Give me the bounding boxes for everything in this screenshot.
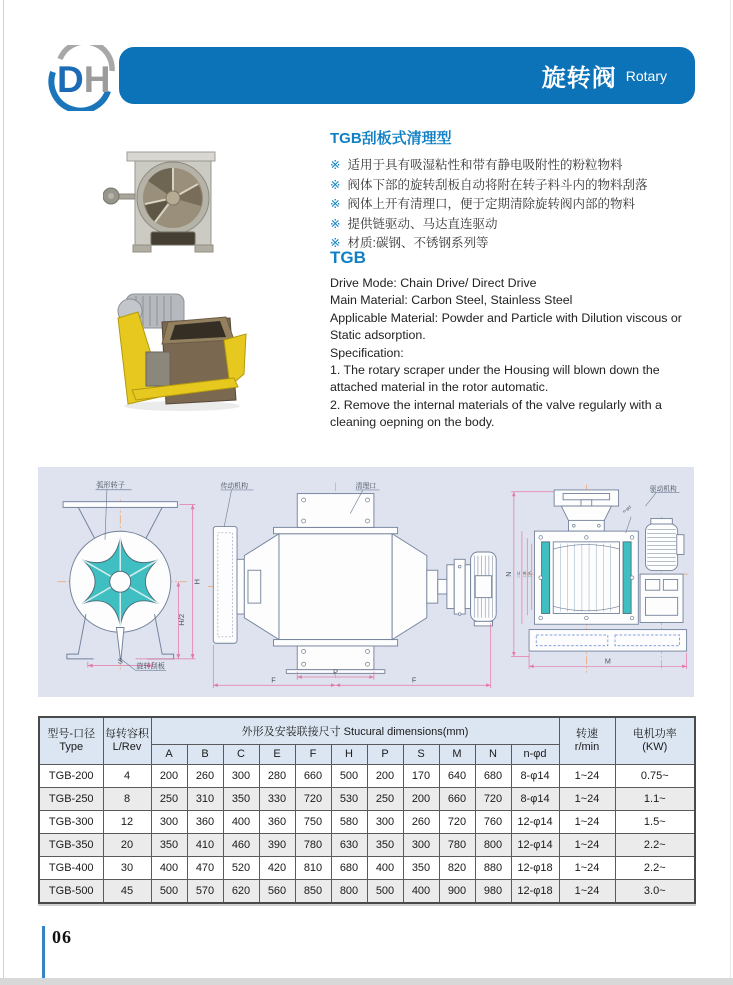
value-cell: 980 — [475, 879, 511, 903]
value-cell: 350 — [151, 833, 187, 856]
dim-label-m: M — [604, 657, 611, 666]
value-cell: 360 — [187, 810, 223, 833]
value-cell: 520 — [223, 856, 259, 879]
value-cell: 560 — [259, 879, 295, 903]
table-row — [39, 833, 695, 856]
value-cell: 1~24 — [559, 856, 615, 879]
banner-title-zh: 旋转阀 — [541, 65, 617, 92]
value-cell: 880 — [475, 856, 511, 879]
value-cell: 680 — [331, 856, 367, 879]
value-cell: 470 — [187, 856, 223, 879]
spec-text — [330, 275, 710, 432]
spec-title: TGB — [330, 248, 366, 267]
model-cell: TGB-250 — [39, 787, 103, 810]
dim-label-b: □B — [521, 571, 527, 577]
callout-rotor: 弧形转子 — [96, 481, 125, 490]
value-cell: 570 — [187, 879, 223, 903]
value-cell: 350 — [403, 856, 439, 879]
value-cell: 300 — [367, 810, 403, 833]
side-view-drawing — [206, 479, 498, 689]
value-cell: 400 — [403, 879, 439, 903]
page-edge-left — [3, 0, 4, 978]
value-cell: 170 — [403, 764, 439, 787]
feature-item — [330, 156, 706, 176]
feature-list — [330, 156, 706, 254]
value-cell: 500 — [151, 879, 187, 903]
value-cell: 1~24 — [559, 810, 615, 833]
value-cell: 0.75~ — [615, 764, 695, 787]
value-cell: 12-φ18 — [511, 856, 559, 879]
product-photo-bottom — [112, 288, 248, 412]
table-row — [39, 810, 695, 833]
feature-text: 阀体上开有清理口，便于定期清除旋转阀内部的物料 — [347, 197, 635, 211]
technical-drawing-panel — [38, 467, 694, 697]
col-header-speed: 转速 r/min — [559, 717, 615, 764]
value-cell: 12 — [103, 810, 151, 833]
value-cell: 1.1~ — [615, 787, 695, 810]
table-row — [39, 787, 695, 810]
value-cell: 45 — [103, 879, 151, 903]
value-cell: 200 — [367, 764, 403, 787]
model-cell: TGB-300 — [39, 810, 103, 833]
value-cell: 810 — [295, 856, 331, 879]
dim-label-h2: H/2 — [177, 613, 187, 626]
value-cell: 640 — [439, 764, 475, 787]
value-cell: 4 — [103, 764, 151, 787]
value-cell: 300 — [223, 764, 259, 787]
value-cell: 760 — [475, 810, 511, 833]
dim-col-header: P — [367, 744, 403, 764]
value-cell: 680 — [475, 764, 511, 787]
model-cell: TGB-400 — [39, 856, 103, 879]
value-cell: 780 — [439, 833, 475, 856]
value-cell: 300 — [403, 833, 439, 856]
callout-scraper: 旋转刮板 — [136, 662, 165, 671]
value-cell: 1~24 — [559, 879, 615, 903]
value-cell: 280 — [259, 764, 295, 787]
page-edge-bottom — [0, 978, 733, 985]
table-row — [39, 856, 695, 879]
value-cell: 330 — [259, 787, 295, 810]
value-cell: 260 — [187, 764, 223, 787]
intro-section — [330, 127, 706, 254]
value-cell: 420 — [259, 856, 295, 879]
value-cell: 1~24 — [559, 764, 615, 787]
bullet-marker: ※ — [330, 236, 341, 250]
value-cell: 8 — [103, 787, 151, 810]
dim-col-header: E — [259, 744, 295, 764]
value-cell: 750 — [295, 810, 331, 833]
value-cell: 780 — [295, 833, 331, 856]
value-cell: 850 — [295, 879, 331, 903]
dim-label-f-left: F — [271, 675, 276, 685]
spec-line: 1. The rotary scraper under the Housing will blown down the attached material in the rotor automatic. — [330, 363, 660, 395]
dim-col-header: C — [223, 744, 259, 764]
value-cell: 620 — [223, 879, 259, 903]
value-cell: 660 — [295, 764, 331, 787]
svg-text:DH: DH — [57, 59, 111, 100]
feature-text: 适用于具有吸湿粘性和带有静电吸附性的粉粒物料 — [347, 158, 623, 172]
value-cell: 500 — [367, 879, 403, 903]
product-photo-top — [103, 146, 225, 258]
col-header-volume: 每转容积 L/Rev — [103, 717, 151, 764]
value-cell: 800 — [331, 879, 367, 903]
value-cell: 500 — [331, 764, 367, 787]
value-cell: 3.0~ — [615, 879, 695, 903]
dim-col-header: A — [151, 744, 187, 764]
callout-drive-mechanism: 传动机构 — [220, 483, 248, 491]
value-cell: 2.2~ — [615, 856, 695, 879]
dim-label-s: S — [117, 656, 123, 666]
bullet-marker: ※ — [330, 216, 341, 231]
page-edge-right — [730, 0, 731, 978]
table-body — [39, 764, 695, 903]
page-number-bar — [42, 926, 45, 978]
value-cell: 350 — [223, 787, 259, 810]
section-banner — [119, 47, 695, 104]
table-row — [39, 764, 695, 787]
dim-label-bolt: n-φd — [621, 504, 632, 515]
value-cell: 630 — [331, 833, 367, 856]
value-cell: 12-φ14 — [511, 833, 559, 856]
value-cell: 250 — [367, 787, 403, 810]
value-cell: 720 — [439, 810, 475, 833]
model-cell: TGB-350 — [39, 833, 103, 856]
value-cell: 2.2~ — [615, 833, 695, 856]
dim-label-n: N — [505, 571, 514, 577]
dim-col-header: B — [187, 744, 223, 764]
value-cell: 350 — [367, 833, 403, 856]
feature-item — [330, 176, 706, 196]
value-cell: 300 — [151, 810, 187, 833]
banner-title-en: Rotary — [625, 67, 667, 84]
value-cell: 12-φ18 — [511, 879, 559, 903]
model-cell: TGB-200 — [39, 764, 103, 787]
col-header-dimensions-group: 外形及安装联接尺寸 Stucural dimensions(mm) — [151, 717, 559, 744]
value-cell: 1~24 — [559, 787, 615, 810]
spec-section — [330, 248, 710, 432]
value-cell: 400 — [151, 856, 187, 879]
feature-item — [330, 195, 706, 215]
table-row — [39, 879, 695, 903]
spec-line: Specification: — [330, 345, 404, 360]
value-cell: 8-φ14 — [511, 764, 559, 787]
dim-label-f-right: F — [411, 675, 417, 685]
spec-line: Applicable Material: Powder and Particle with Dilution viscous or Static adsorption. — [330, 310, 682, 343]
feature-item — [330, 215, 706, 235]
value-cell: 250 — [151, 787, 187, 810]
col-header-model: 型号-口径 Type — [39, 717, 103, 764]
bullet-marker: ※ — [330, 177, 341, 192]
value-cell: 1~24 — [559, 833, 615, 856]
dimension-table — [38, 716, 696, 904]
col-header-power: 电机功率 (KW) — [615, 717, 695, 764]
dim-col-header: N — [475, 744, 511, 764]
value-cell: 530 — [331, 787, 367, 810]
value-cell: 720 — [295, 787, 331, 810]
bullet-marker: ※ — [330, 197, 341, 211]
value-cell: 460 — [223, 833, 259, 856]
dh-logo — [46, 45, 120, 111]
dim-col-header: n-φd — [511, 744, 559, 764]
value-cell: 820 — [439, 856, 475, 879]
callout-cleaning-opening: 清理口 — [355, 483, 377, 491]
value-cell: 410 — [187, 833, 223, 856]
dim-label-c: □C — [516, 571, 522, 578]
bullet-marker: ※ — [330, 158, 341, 172]
value-cell: 12-φ14 — [511, 810, 559, 833]
rear-view-drawing — [504, 481, 692, 680]
value-cell: 360 — [259, 810, 295, 833]
value-cell: 260 — [403, 810, 439, 833]
intro-title: TGB刮板式清理型 — [330, 130, 452, 147]
value-cell: 200 — [151, 764, 187, 787]
value-cell: 580 — [331, 810, 367, 833]
spec-line: Main Material: Carbon Steel, Stainless Steel — [330, 293, 573, 308]
value-cell: 390 — [259, 833, 295, 856]
dim-col-header: S — [403, 744, 439, 764]
model-cell: TGB-500 — [39, 879, 103, 903]
value-cell: 310 — [187, 787, 223, 810]
feature-text: 阀体下部的旋转刮板自动将附在转子料斗内的物料刮落 — [347, 177, 648, 192]
value-cell: 8-φ14 — [511, 787, 559, 810]
dim-label-h: H — [192, 578, 202, 585]
front-view-drawing — [44, 475, 206, 679]
feature-text: 材质:碳钢、不锈钢系列等 — [347, 236, 489, 250]
value-cell: 200 — [403, 787, 439, 810]
value-cell: 1.5~ — [615, 810, 695, 833]
page-number: 06 — [52, 927, 72, 947]
callout-drive-unit: 驱动机构 — [649, 485, 677, 493]
dim-col-header: F — [295, 744, 331, 764]
dim-label-p: P — [333, 667, 339, 677]
dim-col-header: H — [331, 744, 367, 764]
value-cell: 900 — [439, 879, 475, 903]
spec-line: Drive Mode: Chain Drive/ Direct Drive — [330, 276, 537, 290]
feature-text: 提供链驱动、马达直连驱动 — [347, 216, 498, 231]
value-cell: 400 — [223, 810, 259, 833]
value-cell: 800 — [475, 833, 511, 856]
value-cell: 30 — [103, 856, 151, 879]
value-cell: 20 — [103, 833, 151, 856]
spec-line: 2. Remove the internal materials of the valve regularly with a cleaning oepning on the body. — [330, 397, 662, 430]
dim-label-a: □A — [526, 571, 532, 577]
value-cell: 660 — [439, 787, 475, 810]
value-cell: 720 — [475, 787, 511, 810]
dim-col-header: M — [439, 744, 475, 764]
value-cell: 400 — [367, 856, 403, 879]
